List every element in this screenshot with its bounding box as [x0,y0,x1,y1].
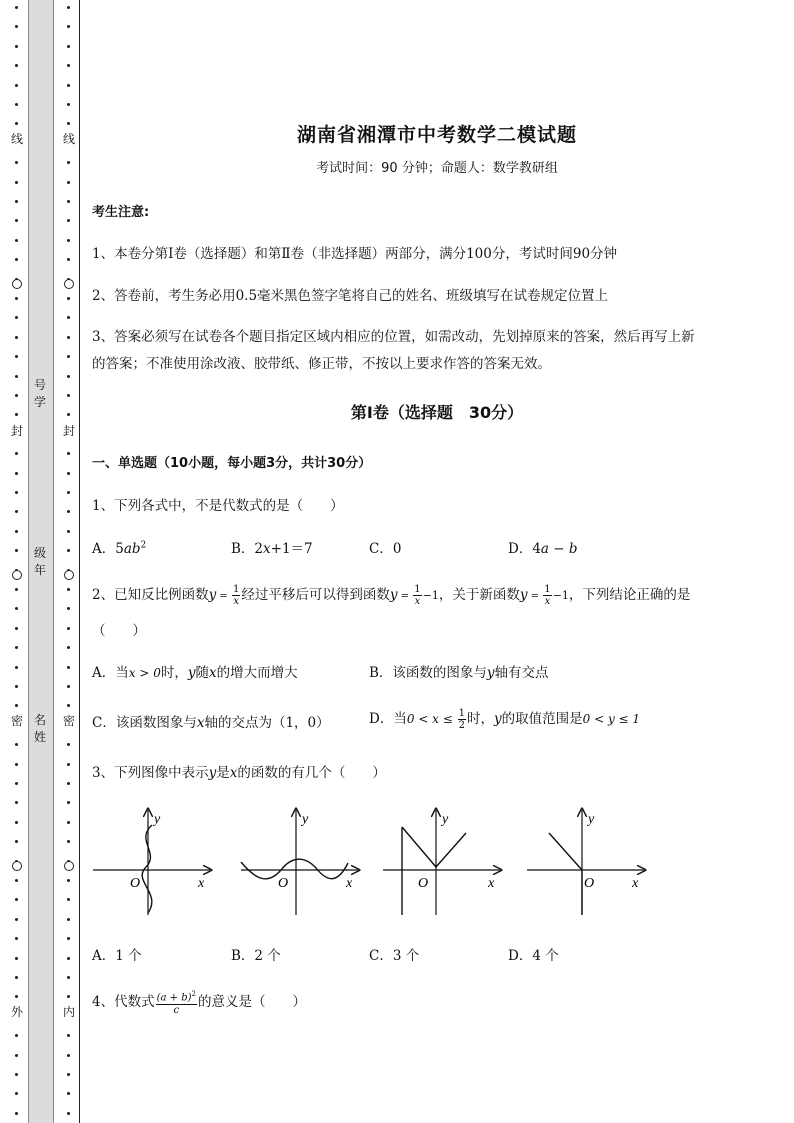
binding-dot [67,355,70,358]
margin-circle-outer [12,861,22,871]
q4-num-sup: 2 [191,990,196,999]
margin-char-outer-1: 线 [10,132,23,146]
binding-dot [15,549,18,552]
q2-b-pre: B．该函数的图象与 [369,665,487,681]
binding-dot [67,1054,70,1057]
q2-fraction-3 [543,584,551,607]
q2-frac-num: 1 [414,584,421,595]
q4-num-expr: (a + b) [156,992,192,1004]
binding-dot [15,452,18,455]
binding-dot [67,491,70,494]
margin-char-outer-2: 封 [10,424,23,438]
q2-a-y: y [187,665,196,681]
binding-dot [67,452,70,455]
q2-b-post: 轴有交点 [494,665,549,681]
q3-graph-b [236,805,366,920]
q2-a-mid2: 随 [195,665,209,681]
binding-dot [67,607,70,610]
note-item: 1、本卷分第Ⅰ卷（选择题）和第Ⅱ卷（非选择题）两部分，满分100分，考试时间90分钟 [92,246,618,262]
q2-a-post: 的增大而增大 [216,665,298,681]
q2-frac-den: x [233,596,239,607]
field-label-name [28,712,52,746]
q2-frac-num: 1 [544,584,551,595]
q1-option-b[interactable] [231,537,313,557]
binding-dot [67,1073,70,1076]
binding-dot [15,413,18,416]
q2-text-1: 2、已知反比例函数 [92,587,209,603]
binding-dot [67,588,70,591]
graph-a-label-y: y [154,812,161,827]
binding-dot [67,239,70,242]
q3-text-3: 的函数的有几个（ ） [237,765,386,781]
q2-frac-num: 1 [232,584,240,595]
binding-dot [67,84,70,87]
binding-dot [67,25,70,28]
q2-d-y: y [493,711,502,727]
q2-fraction-2 [413,584,421,607]
binding-dot [15,821,18,824]
binding-dot [67,627,70,630]
binding-dot [67,200,70,203]
binding-dot [15,763,18,766]
q2-a-pre: A．当 [92,665,129,681]
binding-dot [67,258,70,261]
binding-dot [67,685,70,688]
margin-circle-inner [64,279,74,289]
binding-dot [67,898,70,901]
q2-d-pre: D．当 [369,711,407,727]
binding-dot [15,84,18,87]
q3-text-1: 3、下列图像中表示 [92,765,209,781]
q2-a-cond: x > 0 [128,666,161,680]
binding-dot [67,1034,70,1037]
binding-dot [15,122,18,125]
binding-dot [67,1112,70,1115]
q2-d-cond: 0 < x ≤ [406,712,457,726]
binding-dot [67,336,70,339]
binding-dot [15,801,18,804]
q2-option-a[interactable] [92,661,298,681]
graph-a-curve [142,825,152,913]
field-char: 学 [33,395,46,409]
q4-text-1: 4、代数式 [92,994,155,1010]
q2-eq: = [527,591,543,602]
q2-c-pre: C．该函数图象与 [92,715,197,731]
graph-a-label-x: x [198,876,205,891]
binding-dot [15,1092,18,1095]
binding-dot [15,161,18,164]
q1-a-sup: 2 [140,540,147,551]
q2-minus-one: −1 [422,589,439,602]
graph-c-left-ray [402,827,436,867]
question-3-stem [92,761,386,781]
question-1-stem: 1、下列各式中，不是代数式的是（ ） [92,498,344,514]
field-char: 号 [33,378,46,392]
graph-d-label-origin: O [584,876,595,891]
q2-eq: = [397,591,413,602]
binding-dot [67,957,70,960]
binding-dot [15,1112,18,1115]
binding-dot [67,646,70,649]
graph-c-right-ray [436,833,466,867]
graph-a-label-origin: O [130,876,141,891]
margin-circle-inner [64,861,74,871]
binding-dot [15,64,18,67]
binding-dot [67,763,70,766]
section-heading: 一、单选题（10小题，每小题3分，共计30分） [92,456,372,471]
margin-circle-inner [64,570,74,580]
binding-dot [15,6,18,9]
q2-answer-paren: （ ） [92,623,146,639]
q3-option-a[interactable]: A．1 个 [92,948,142,964]
binding-dot [67,918,70,921]
q3-option-d[interactable]: D．4 个 [508,948,559,964]
binding-dot [15,704,18,707]
binding-dot [67,297,70,300]
part-title: 第Ⅰ卷（选择题 30分） [350,403,524,422]
q2-fraction-1 [232,584,240,607]
binding-dot [15,472,18,475]
binding-dot [15,45,18,48]
field-char: 年 [33,563,46,577]
binding-dot [15,627,18,630]
field-char: 名 [33,713,46,727]
q1-d-pre: D．4 [508,541,541,557]
field-label-student-id [28,377,52,411]
binding-dot [67,976,70,979]
binding-dot [15,976,18,979]
graph-d-label-y: y [588,812,595,827]
binding-dot [67,6,70,9]
q3-option-b[interactable]: B．2 个 [231,948,281,964]
binding-dot [67,45,70,48]
binding-dot [67,530,70,533]
q2-d-fraction [458,708,466,731]
binding-dot [67,64,70,67]
binding-dot [15,103,18,106]
binding-dot [67,103,70,106]
binding-dot [15,607,18,610]
q2-d-post: 的取值范围是 [501,711,583,727]
q1-option-d[interactable] [508,537,578,557]
q3-option-c[interactable]: C．3 个 [369,948,420,964]
binding-dot [15,25,18,28]
q1-d-var1: a [540,541,549,557]
q3-graph-c [380,805,510,920]
question-2-stem [92,582,690,610]
graph-b-curve [241,859,348,879]
binding-dot [15,685,18,688]
binding-dot [15,898,18,901]
binding-dot [67,821,70,824]
q1-b-pre: B．2 [231,541,264,557]
question-4-stem [92,985,306,1019]
q2-a-x: x [208,665,217,681]
graph-b-label-origin: O [278,876,289,891]
q2-c-post: 轴的交点为（1，0） [204,715,330,731]
page-subtitle: 考试时间：90 分钟；命题人：数学教研组 [316,161,558,176]
binding-dot [67,782,70,785]
binding-dot [67,181,70,184]
binding-dot [67,1092,70,1095]
q2-option-d[interactable] [369,702,640,736]
notes-heading: 考生注意: [92,205,150,220]
q2-c-x: x [196,715,205,731]
binding-dot [67,879,70,882]
binding-dot [15,937,18,940]
binding-dot [67,510,70,513]
binding-dots-right [62,0,76,1123]
q2-a-mid1: 时， [160,665,188,681]
field-label-grade [28,545,52,579]
binding-dot [67,413,70,416]
binding-dot [15,355,18,358]
q1-d-var2: b [568,541,578,557]
q2-text-3: ，关于新函数 [438,587,520,603]
graph-d-label-x: x [632,876,639,891]
binding-dot [15,297,18,300]
margin-char-inner-3: 密 [62,714,75,728]
graph-c-label-y: y [442,812,449,827]
margin-char-inner-4: 内 [62,1005,75,1019]
margin-char-outer-3: 密 [10,714,23,728]
q2-minus-one: −1 [552,589,569,602]
binding-dot [15,200,18,203]
binding-dot [67,394,70,397]
q2-var-y: y [519,587,528,603]
note-item: 3、答案必须写在试卷各个题目指定区域内相应的位置，如需改动，先划掉原来的答案，然后再写上新 [92,329,695,345]
q3-var-x: x [229,765,238,781]
binding-dot [15,510,18,513]
q2-option-b[interactable] [369,661,549,681]
binding-dot [15,1034,18,1037]
page-title: 湖南省湘潭市中考数学二模试题 [296,124,577,146]
binding-dot [15,1073,18,1076]
note-item: 2、答卷前，考生务必用0.5毫米黑色签字笔将自己的姓名、班级填写在试卷规定位置上 [92,288,609,304]
q1-b-var: x [263,541,271,557]
binding-dot [15,995,18,998]
q4-frac-den: c [173,1004,180,1016]
q2-eq: = [216,591,231,602]
binding-dot [67,743,70,746]
binding-dot [15,530,18,533]
binding-dot [15,491,18,494]
binding-dot [15,239,18,242]
q3-var-y: y [208,765,217,781]
q2-frac-den: x [544,596,551,607]
margin-circle-outer [12,570,22,580]
q3-text-2: 是 [216,765,230,781]
q2-d-frac-den: 2 [458,720,465,731]
binding-dot [15,743,18,746]
q2-d-mid: 时， [466,711,494,727]
field-char: 姓 [33,730,46,744]
q1-b-post: +1＝7 [270,541,313,557]
binding-dot [15,1054,18,1057]
binding-dot [67,937,70,940]
q2-var-y: y [208,587,217,603]
binding-dot [15,219,18,222]
q2-b-y: y [486,665,495,681]
binding-dot [67,161,70,164]
margin-char-inner-2: 封 [62,424,75,438]
q4-text-2: 的意义是（ ） [197,994,306,1010]
binding-dot [15,918,18,921]
binding-dot [67,801,70,804]
graph-b-label-x: x [346,876,353,891]
graph-c-label-origin: O [418,876,429,891]
binding-dot [15,782,18,785]
binding-dot [67,219,70,222]
graph-b-label-y: y [302,812,309,827]
binding-dot [67,549,70,552]
binding-dot [67,316,70,319]
binding-dot [15,336,18,339]
binding-dot [67,666,70,669]
graph-d-left-ray [549,833,582,870]
binding-dot [15,394,18,397]
binding-dot [15,957,18,960]
q2-text-4: ，下列结论正确的是 [568,587,691,603]
q1-option-c[interactable]: C．0 [369,541,402,557]
margin-char-inner-1: 线 [62,132,75,146]
q4-fraction [156,989,197,1015]
q4-frac-num [156,989,197,1004]
binding-dot [15,181,18,184]
binding-dot [67,472,70,475]
q1-a-pre: A．5 [92,541,124,557]
binding-dot [67,995,70,998]
q1-a-var: ab [123,541,141,557]
binding-dot [15,588,18,591]
binding-dot [15,375,18,378]
field-char: 级 [33,546,46,560]
binding-dot [67,375,70,378]
note-item: 的答案；不准使用涂改液、胶带纸、修正带，不按以上要求作答的答案无效。 [92,356,551,372]
binding-dot [15,646,18,649]
q1-d-mid: − [548,541,569,557]
graph-c-label-x: x [488,876,495,891]
q2-d-range: 0 < y ≤ 1 [582,712,641,726]
binding-dot [15,666,18,669]
q3-graph-d [524,805,654,920]
binding-dot [67,840,70,843]
q1-option-a[interactable] [92,537,146,557]
q2-var-y: y [389,587,398,603]
margin-char-outer-4: 外 [10,1005,23,1019]
q3-graph-a [90,805,220,920]
q2-d-frac-num: 1 [458,708,465,719]
binding-dot [15,879,18,882]
binding-dot [67,122,70,125]
binding-dot [15,316,18,319]
q2-frac-den: x [414,596,421,607]
q2-option-c[interactable] [92,711,330,731]
q2-text-2: 经过平移后可以得到函数 [241,587,390,603]
binding-dot [67,704,70,707]
binding-dot [15,258,18,261]
binding-dots-left [10,0,24,1123]
margin-circle-outer [12,279,22,289]
binding-dot [15,840,18,843]
